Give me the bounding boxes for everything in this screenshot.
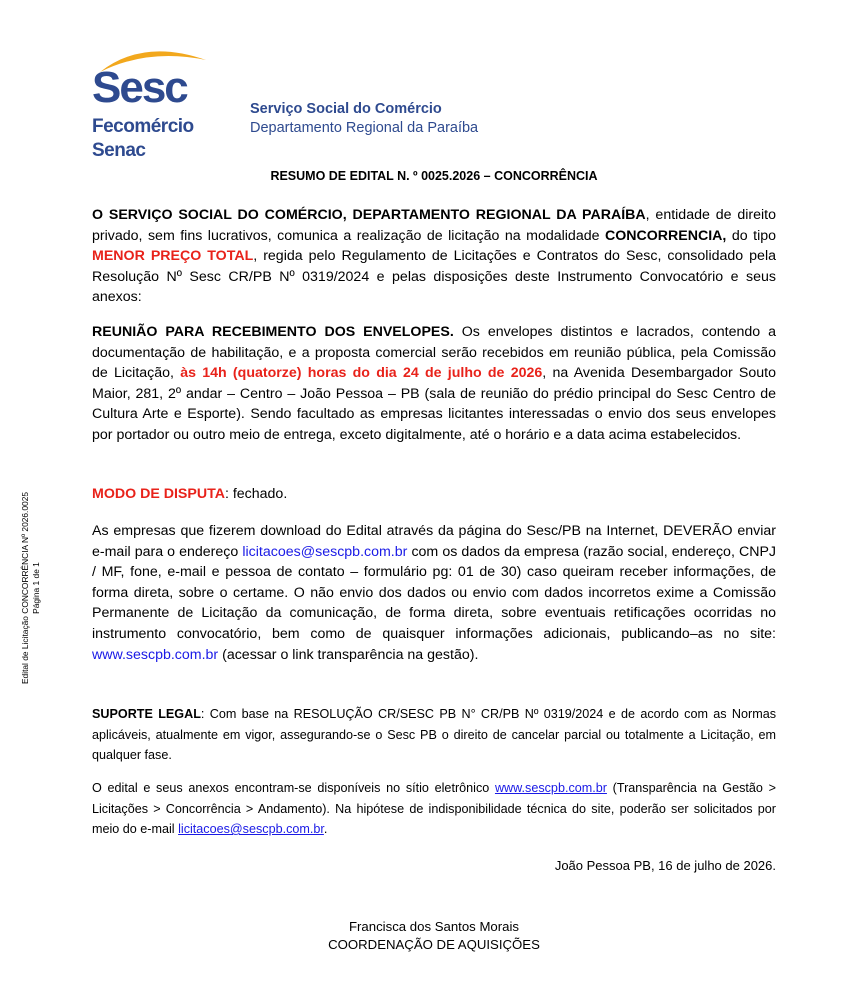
meeting-text-2: , na Avenida Desembargador Souto Maior, 281, 2º andar – Centro – João Pessoa – PB (sala de reunião do prédio principal do Sesc Centro de Cultura Arte e Esporte). Sendo facultado as empresas licitantes interessadas o envio dos seus envelopes por portador ou outro meio de entrega, exceto digitalmente, até o horário e a data acima estabelecidos. [92, 365, 776, 443]
paragraph-legal-support [92, 704, 776, 766]
signature-block [284, 918, 584, 954]
availability-text-2: (Transparência na Gestão > Licitações > Concorrência > Andamento). Na hipótese de indisponibilidade técnica do site, poderão ser solicitados por meio do e-mail [92, 781, 776, 836]
availability-text-1: O edital e seus anexos encontram-se disponíveis no sítio eletrônico [92, 781, 495, 795]
availability-email-link[interactable]: licitacoes@sescpb.com.br [178, 822, 324, 836]
site-link[interactable]: www.sescpb.com.br [92, 646, 219, 663]
org-name: O SERVIÇO SOCIAL DO COMÉRCIO, DEPARTAMENTO REGIONAL DA PARAÍBA [92, 207, 646, 223]
availability-text-3: . [323, 822, 328, 836]
side-margin-note [20, 468, 42, 708]
legal-support-heading: SUPORTE LEGAL [92, 707, 201, 721]
meeting-datetime: às 14h (quatorze) horas do dia 24 de julho de 2026 [180, 365, 543, 382]
header-titles [250, 100, 478, 138]
header-org-name: Serviço Social do Comércio [250, 101, 442, 117]
paragraph-dispute-mode [92, 484, 776, 505]
logo-fecomercio: Fecomércio [92, 116, 194, 137]
side-note-line2: Página 1 de 1 [31, 562, 41, 614]
download-text-3: (acessar o link transparência na gestão). [218, 646, 479, 663]
paragraph-availability [92, 778, 776, 840]
download-text-2: com os dados da empresa (razão social, endereço, CNPJ / MF, fone, e-mail e pessoa de contato – formulário pg: 01 de 30) caso queiram receber informações, de forma direta, sobre o certame. O não envio dos dados ou envio com dados incorretos exime a Comissão Permanente de Licitação da comunicação, de forma direta, sobre eventuais retificações ocorridas no instrumento convocatório, bem como de quaisquer informações adicionais, publicando–as no site: [92, 543, 776, 642]
intro-text-1: , entidade de direito privado, sem fins lucrativos, comunica a realização de licitação na modalidade [92, 207, 776, 244]
document-title: RESUMO DE EDITAL N. º 0025.2026 – CONCORRÊNCIA [270, 169, 598, 183]
modality: CONCORRENCIA, [604, 227, 727, 244]
legal-support-text: : Com base na RESOLUÇÃO CR/SESC PB N° CR/PB Nº 0319/2024 e de acordo com as Normas aplicáveis, atualmente em vigor, assegurando-se o Sesc PB o direito de cancelar parcial ou totalmente a Licitação, em qualquer fase. [92, 707, 776, 762]
signatory-role: COORDENAÇÃO DE AQUISIÇÕES [328, 937, 540, 952]
intro-text-2: do tipo [726, 227, 776, 244]
meeting-text-1: Os envelopes distintos e lacrados, contendo a documentação de habilitação, e a proposta comercial serão recebidos em reunião pública, pela Comissão de Licitação, [92, 324, 776, 382]
logo-senac: Senac [92, 140, 146, 161]
side-note-line1: Edital de Licitação CONCORRÊNCIA Nº 2026.0025 [20, 491, 30, 685]
bid-type: MENOR PREÇO TOTAL [92, 248, 254, 265]
dispute-mode-value: : fechado. [224, 486, 288, 502]
logo-brand: Sesc [92, 63, 187, 112]
signatory-name: Francisca dos Santos Morais [348, 919, 520, 934]
download-text-1: As empresas que fizerem download do Edital através da página do Sesc/PB na Internet, DEVERÃO enviar e-mail para o endereço [92, 523, 776, 560]
sesc-logo [88, 40, 218, 165]
date-line: João Pessoa PB, 16 de julho de 2026. [554, 858, 776, 873]
meeting-heading: REUNIÃO PARA RECEBIMENTO DOS ENVELOPES. [92, 324, 454, 340]
header-department: Departamento Regional da Paraíba [250, 120, 479, 136]
intro-text-3: , regida pelo Regulamento de Licitações e Contratos do Sesc, consolidado pela Resolução Nº Sesc CR/PB Nº 0319/2024 e pelas disposições deste Instrumento Convocatório e seus anexos: [92, 248, 776, 306]
email-link[interactable]: licitacoes@sescpb.com.br [242, 543, 408, 560]
availability-site-link[interactable]: www.sescpb.com.br [494, 781, 607, 795]
paragraph-meeting [92, 322, 776, 446]
paragraph-intro [92, 205, 776, 308]
paragraph-download [92, 521, 776, 665]
dispute-mode-heading: MODO DE DISPUTA [92, 486, 225, 502]
